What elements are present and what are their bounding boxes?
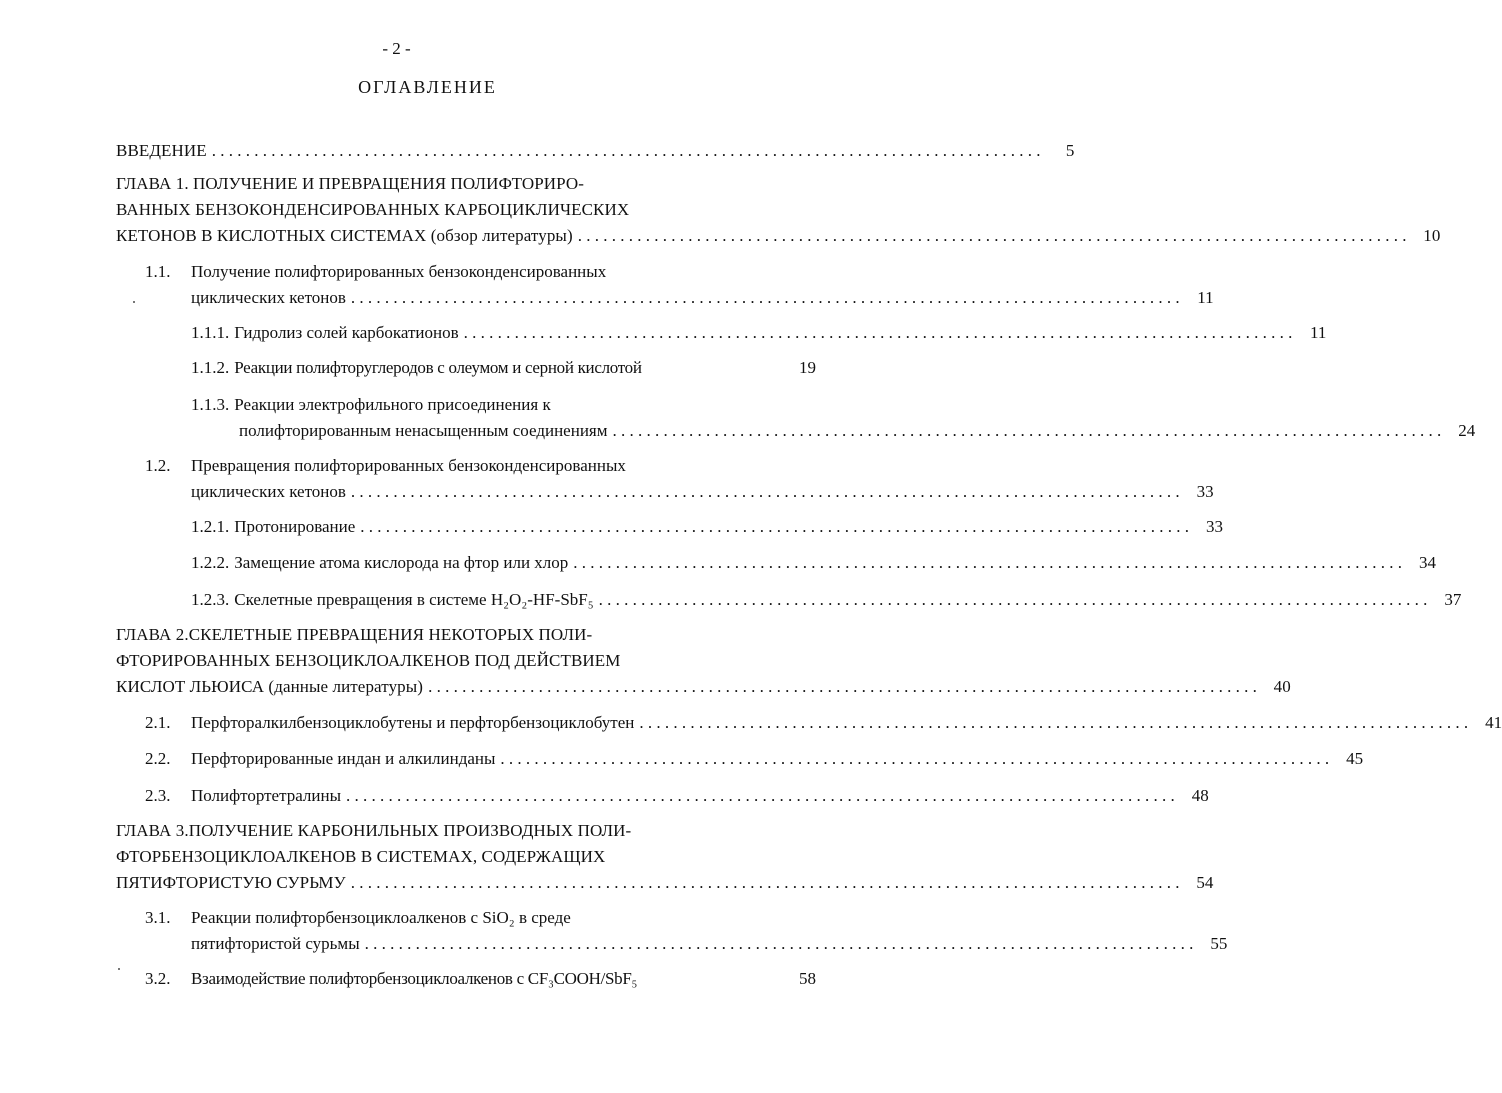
toc-entry-section-1-2-2[interactable] xyxy=(116,550,1437,576)
toc-entry-text: ВВЕДЕНИЕ xyxy=(116,141,207,160)
toc-entry-text: Получение полифторированных бензоконденсированных xyxy=(191,262,607,281)
toc-entry-text: Протонирование xyxy=(234,517,356,536)
toc-page-number: 40 xyxy=(1273,677,1291,696)
toc-entry-text: КИСЛОТ ЛЬЮИСА (данные литературы) xyxy=(116,677,424,696)
toc-entry-section-3-2[interactable] xyxy=(116,966,816,992)
toc-entry-number: 1.2. xyxy=(145,456,171,475)
toc-entry-chapter-2[interactable] xyxy=(116,622,1291,700)
scan-speck xyxy=(118,968,120,970)
toc-entry-text: Превращения полифторированных бензоконденсированных xyxy=(191,456,626,475)
toc-entry-chapter-3[interactable] xyxy=(116,818,1214,896)
toc-page-number: 45 xyxy=(1346,749,1364,768)
toc-page-number: 5 xyxy=(1065,141,1075,160)
toc-entry-introduction[interactable] xyxy=(116,138,1075,164)
scan-speck xyxy=(133,301,135,303)
page-title: ОГЛАВЛЕНИЕ xyxy=(358,77,497,97)
toc-entry-text: Реакции электрофильного присоединения к xyxy=(234,395,551,414)
toc-entry-text: Полифтортетралины xyxy=(191,786,342,805)
toc-entry-section-3-1[interactable] xyxy=(116,905,1228,957)
toc-page-number: 34 xyxy=(1419,553,1437,572)
toc-page-number: 24 xyxy=(1458,421,1476,440)
toc-entry-number: 1.1.3. xyxy=(191,395,230,414)
toc-entry-section-2-1[interactable] xyxy=(116,710,1502,736)
toc-entry-text: ПЯТИФТОРИСТУЮ СУРЬМУ xyxy=(116,873,346,892)
toc-entry-number: 1.2.1. xyxy=(191,517,230,536)
toc-entry-text: Перфторалкилбензоциклобутены и перфторбензоциклобутен xyxy=(191,713,635,732)
toc-page-number: 58 xyxy=(799,969,816,988)
toc-entry-number: 3.2. xyxy=(145,969,171,988)
toc-page-number: 19 xyxy=(799,358,816,377)
toc-entry-text: полифторированным ненасыщенным соединениям xyxy=(239,421,608,440)
toc-page-number: 10 xyxy=(1423,226,1441,245)
toc-entry-text: Гидролиз солей карбокатионов xyxy=(234,323,459,342)
toc-entry-text: Реакции полифторбензоциклоалкенов с SiO₂ в среде xyxy=(191,908,571,927)
toc-entry-number: 2.3. xyxy=(145,786,171,805)
toc-entry-number: 1.1.1. xyxy=(191,323,230,342)
toc-entry-section-1-2-1[interactable] xyxy=(116,514,1224,540)
toc-page-number: 41 xyxy=(1485,713,1502,732)
toc-entry-text: ГЛАВА 1. ПОЛУЧЕНИЕ И ПРЕВРАЩЕНИЯ ПОЛИФТОРИРО- xyxy=(116,174,585,193)
toc-entry-number: 1.1. xyxy=(145,262,171,281)
toc-entry-text: Скелетные превращения в системе H₂O₂-HF-SbF₅ xyxy=(234,590,594,609)
toc-entry-text: Перфторированные индан и алкилинданы xyxy=(191,749,496,768)
page-number: - 2 - xyxy=(382,39,411,58)
toc-entry-number: 1.2.3. xyxy=(191,590,230,609)
toc-entry-section-1-2[interactable] xyxy=(116,453,1214,505)
toc-entry-chapter-1[interactable] xyxy=(116,171,1441,249)
toc-entry-section-1-2-3[interactable] xyxy=(116,587,1462,613)
toc-page-number: 48 xyxy=(1191,786,1209,805)
toc-entry-section-1-1-1[interactable] xyxy=(116,320,1327,346)
toc-entry-text: пятифтористой сурьмы xyxy=(191,934,360,953)
toc-entry-number: 2.1. xyxy=(145,713,171,732)
toc-entry-number: 3.1. xyxy=(145,908,171,927)
toc-entry-section-1-1[interactable] xyxy=(116,259,1214,311)
toc-entry-text: циклических кетонов xyxy=(191,288,346,307)
toc-entry-text: Реакции полифторуглеродов с олеумом и серной кислотой xyxy=(234,358,642,377)
toc-page-number: 11 xyxy=(1310,323,1327,342)
toc-entry-number: 1.2.2. xyxy=(191,553,230,572)
toc-entry-section-2-3[interactable] xyxy=(116,783,1209,809)
toc-entry-text: ФТОРБЕНЗОЦИКЛОАЛКЕНОВ В СИСТЕМАХ, СОДЕРЖАЩИХ xyxy=(116,847,606,866)
toc-entry-text: ФТОРИРОВАННЫХ БЕНЗОЦИКЛОАЛКЕНОВ ПОД ДЕЙСТВИЕМ xyxy=(116,651,621,670)
toc-entry-number: 1.1.2. xyxy=(191,358,230,377)
toc-page-number: 37 xyxy=(1444,590,1462,609)
toc-entry-section-2-2[interactable] xyxy=(116,746,1364,772)
toc-entry-section-1-1-2[interactable] xyxy=(116,355,816,381)
toc-page-number: 33 xyxy=(1196,482,1214,501)
toc-entry-text: ВАННЫХ БЕНЗОКОНДЕНСИРОВАННЫХ КАРБОЦИКЛИЧЕСКИХ xyxy=(116,200,630,219)
toc-entry-text: Замещение атома кислорода на фтор или хлор xyxy=(234,553,569,572)
toc-page-number: 55 xyxy=(1210,934,1228,953)
toc-page-number: 33 xyxy=(1206,517,1224,536)
toc-entry-section-1-1-3[interactable] xyxy=(116,392,1476,444)
toc-entry-text: циклических кетонов xyxy=(191,482,346,501)
toc-entry-text: ГЛАВА 2.СКЕЛЕТНЫЕ ПРЕВРАЩЕНИЯ НЕКОТОРЫХ ПОЛИ- xyxy=(116,625,593,644)
toc-entry-text: Взаимодействие полифторбензоциклоалкенов с CF₃COOH/SbF₅ xyxy=(191,969,638,988)
toc-page-number: 11 xyxy=(1197,288,1214,307)
toc-entry-number: 2.2. xyxy=(145,749,171,768)
toc-entry-text: КЕТОНОВ В КИСЛОТНЫХ СИСТЕМАХ (обзор литературы) xyxy=(116,226,573,245)
toc-page-number: 54 xyxy=(1196,873,1214,892)
toc-entry-text: ГЛАВА 3.ПОЛУЧЕНИЕ КАРБОНИЛЬНЫХ ПРОИЗВОДНЫХ ПОЛИ- xyxy=(116,821,632,840)
